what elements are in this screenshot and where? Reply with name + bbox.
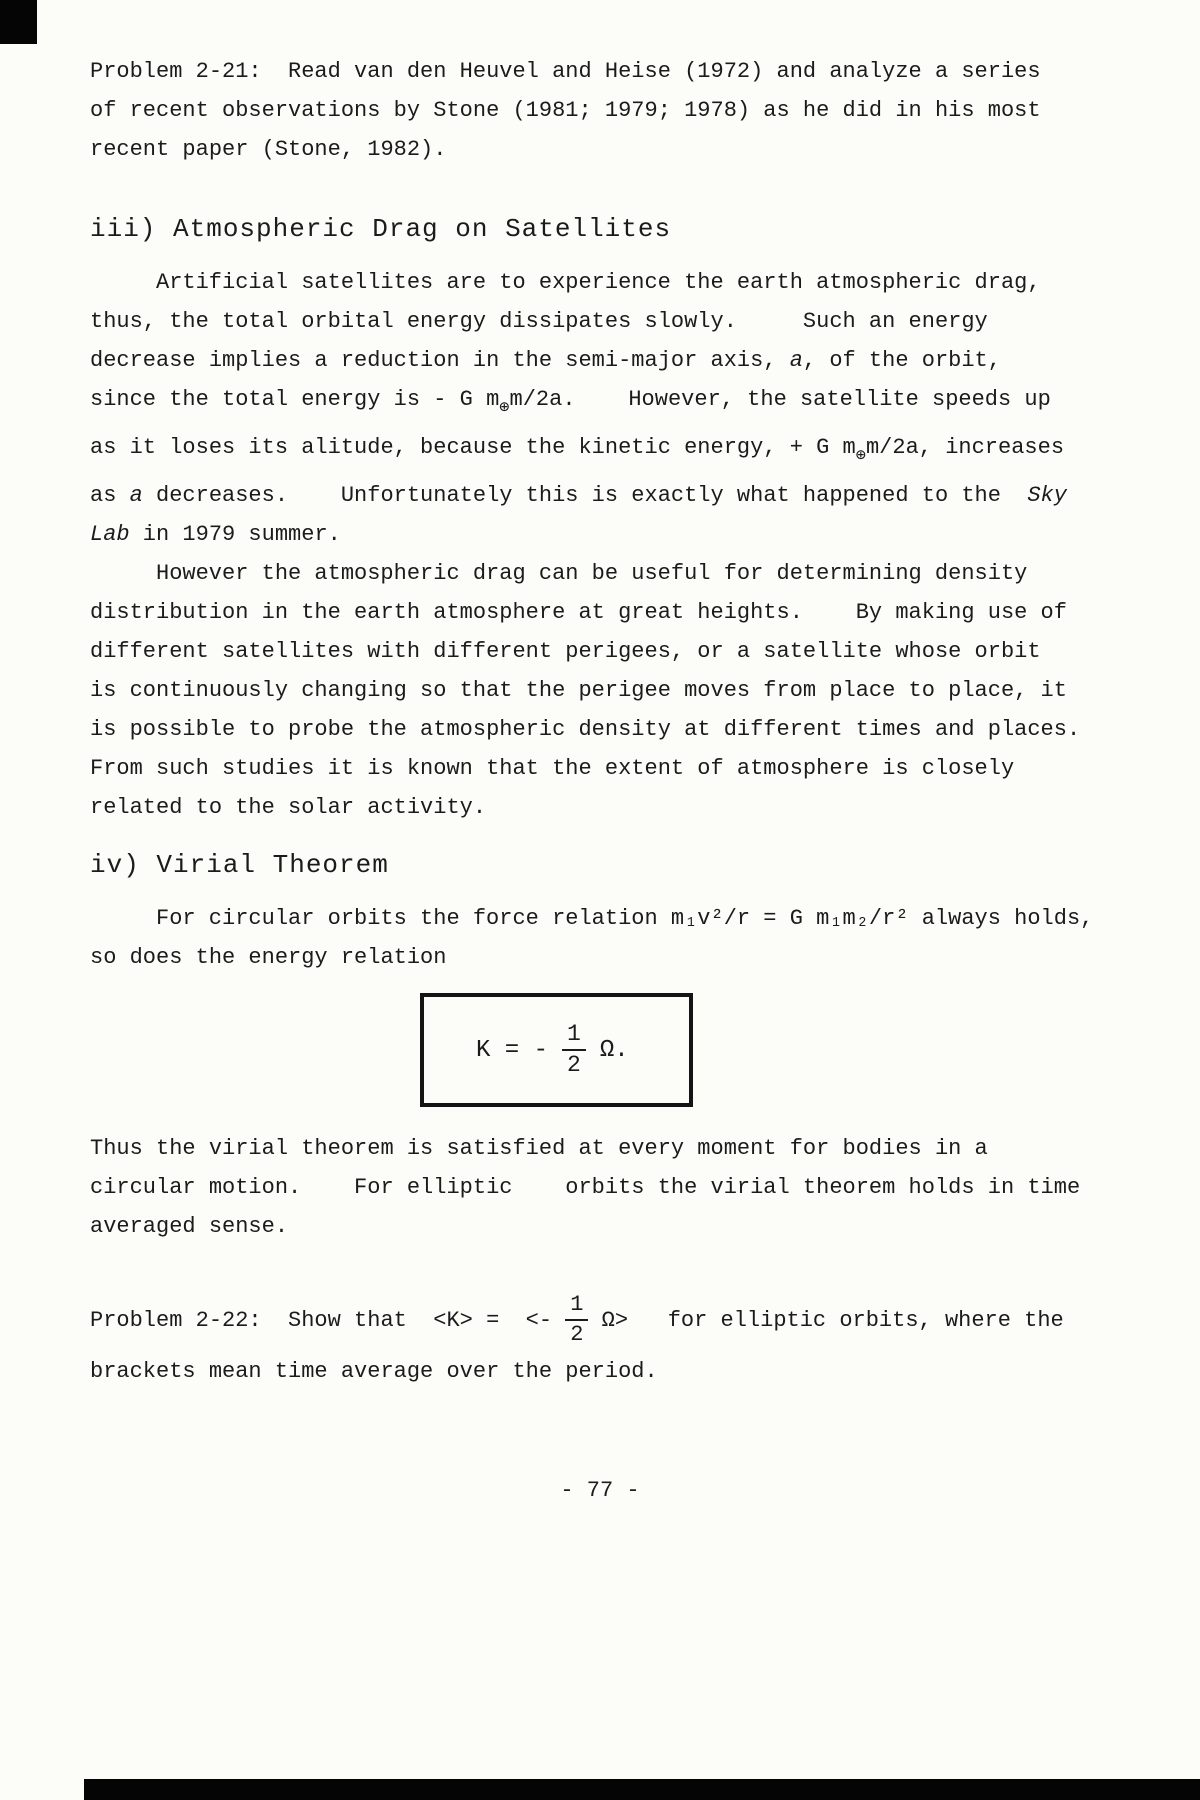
paragraph-line [90, 341, 1112, 380]
paragraph-line: brackets mean time average over the period. [90, 1359, 658, 1384]
text-segment: as it loses its alitude, because the kinetic energy, + G m [90, 435, 856, 460]
equation-rhs: Ω. [599, 1036, 629, 1064]
equation-box [420, 993, 693, 1107]
fraction-numerator: 1 [562, 1023, 586, 1051]
sec3-paragraph-2 [90, 554, 1112, 827]
paragraph-line: circular motion. For elliptic orbits the virial theorem holds in time [90, 1175, 1081, 1200]
earth-subscript-symbol: ⊕ [499, 399, 510, 418]
paragraph-line: related to the solar activity. [90, 795, 487, 820]
paragraph-line: distribution in the earth atmosphere at great heights. By making use of [90, 600, 1067, 625]
section-heading-iv: iv) Virial Theorem [90, 850, 389, 880]
paragraph-line: of recent observations by Stone (1981; 1979; 1978) as he did in his most [90, 98, 1041, 123]
section-heading-iii: iii) Atmospheric Drag on Satellites [90, 214, 672, 244]
paragraph-line: thus, the total orbital energy dissipates slowly. Such an energy [90, 309, 988, 334]
fraction-numerator: 1 [565, 1294, 588, 1321]
italic-variable-a: a [129, 483, 143, 508]
text-segment: decreases. Unfortunately this is exactly what happened to the [142, 483, 1028, 508]
text-segment: m/2a. However, the satellite speeds up [509, 387, 1051, 412]
text-segment: as [90, 483, 130, 508]
text-segment: , of the orbit, [802, 348, 1001, 373]
text-segment: decrease implies a reduction in the semi-major axis, [90, 348, 790, 373]
paragraph-line: For circular orbits the force relation m₁v²/r = G m₁m₂/r² always holds, [156, 906, 1094, 931]
paragraph-line: Problem 2-21: Read van den Heuvel and Heise (1972) and analyze a series [90, 59, 1041, 84]
paragraph-line [90, 428, 1112, 476]
paragraph-line: is possible to probe the atmospheric density at different times and places. [90, 717, 1081, 742]
paragraph-line [90, 380, 1112, 428]
paragraph-line: is continuously changing so that the perigee moves from place to place, it [90, 678, 1067, 703]
paragraph-line [90, 515, 1112, 554]
sec3-paragraph-1 [90, 263, 1112, 554]
paragraph-line: From such studies it is known that the extent of atmosphere is closely [90, 756, 1015, 781]
fraction-one-half [562, 1023, 586, 1077]
problem-2-22 [90, 1288, 1112, 1391]
fraction-one-half [565, 1294, 588, 1346]
paragraph-line: so does the energy relation [90, 945, 447, 970]
paragraph-line: averaged sense. [90, 1214, 289, 1239]
paragraph-line [90, 476, 1112, 515]
fraction-denominator: 2 [567, 1052, 581, 1078]
sec4-paragraph-2 [90, 1129, 1112, 1246]
text-segment: m/2a, increases [865, 435, 1065, 460]
paragraph-line: Thus the virial theorem is satisfied at every moment for bodies in a [90, 1136, 988, 1161]
scan-artifact-top-left [0, 0, 37, 44]
italic-variable-a: a [789, 348, 803, 373]
text-segment: Ω> for elliptic orbits, where the [588, 1307, 1064, 1333]
paragraph-line: However the atmospheric drag can be useful for determining density [156, 561, 1028, 586]
italic-skylab: Lab [90, 522, 130, 547]
scan-artifact-bottom [84, 1779, 1200, 1800]
paragraph-line: recent paper (Stone, 1982). [90, 137, 447, 162]
italic-skylab: Sky [1027, 483, 1067, 508]
sec4-paragraph-1 [90, 899, 1112, 977]
text-segment: Problem 2-22: Show that <K> = <- [90, 1307, 566, 1333]
text-segment: since the total energy is - G m [90, 387, 500, 412]
page-number: - 77 - [560, 1478, 640, 1503]
paragraph-line: different satellites with different perigees, or a satellite whose orbit [90, 639, 1041, 664]
paragraph-line: Artificial satellites are to experience the earth atmospheric drag, [156, 270, 1041, 295]
equation-lhs: K = - [476, 1036, 549, 1064]
text-segment: in 1979 summer. [129, 522, 341, 547]
problem-2-21 [90, 52, 1112, 169]
earth-subscript-symbol: ⊕ [855, 447, 866, 466]
paragraph-line-with-fraction [90, 1288, 1112, 1352]
fraction-denominator: 2 [570, 1322, 584, 1347]
